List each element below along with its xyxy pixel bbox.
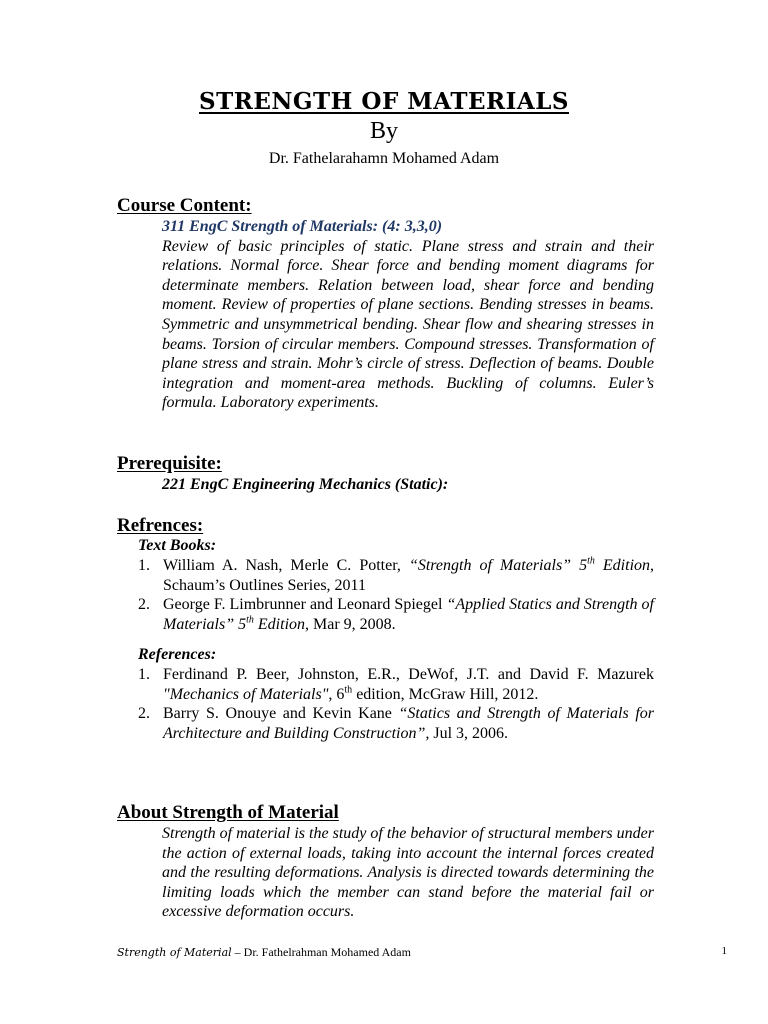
footer-brand: Strength of Material — [117, 946, 232, 959]
list-item: 2. George F. Limbrunner and Leonard Spiegel “Applied Statics and Strength of Materials” 5th Edition, Mar 9, 2008. — [138, 596, 654, 633]
course-code: 311 EngC Strength of Materials: (4: 3,3,0) — [162, 218, 443, 235]
list-item: 1. William A. Nash, Merle C. Potter, “Strength of Materials” 5th Edition, Schaum’s Outlines Series, 2011 — [138, 555, 655, 594]
textbooks-list — [138, 556, 654, 634]
course-content-heading: Course Content: — [117, 195, 252, 216]
document-title: STRENGTH OF MATERIALS — [199, 88, 569, 115]
list-item: 2. Barry S. Onouye and Kevin Kane “Statics and Strength of Materials for Architecture and Building Construction”, Jul 3, 2006. — [138, 705, 654, 742]
course-description: Review of basic principles of static. Plane stress and strain and their relations. Normal force. Shear force and bending moment diagrams for determinate members. Relation between load, shear force and bending moment. Review of properties of plane sections. Bending stresses in beams. Symmetric and unsymmetrical bending. Shear flow and shearing stresses in beams. Torsion of circular members. Compound stresses. Transformation of plane stress and strain. Mohr’s circle of stress. Deflection of beams. Double integration and moment-area methods. Buckling of columns. Euler’s formula. Laboratory experiments. — [162, 237, 654, 412]
references-subheading: References: — [138, 646, 217, 663]
textbooks-heading: Text Books: — [138, 537, 217, 554]
author-name: Dr. Fathelarahamn Mohamed Adam — [268, 150, 500, 167]
course-content-block — [162, 217, 654, 413]
page-number: 1 — [721, 945, 727, 957]
about-text: Strength of material is the study of the behavior of structural members under the action of external loads, taking into account the internal forces created and the resulting deformations. Analysis is directed towards determining the limiting loads which the member can stand before the material fail or excessive deformation occurs. — [162, 825, 654, 921]
by-line: By — [369, 118, 398, 144]
list-item: 1. Ferdinand P. Beer, Johnston, E.R., DeWof, J.T. and David F. Mazurek "Mechanics of Materials", 6th edition, McGraw Hill, 2012. — [138, 666, 654, 703]
page-footer — [117, 945, 727, 960]
footer-author: – Dr. Fathelrahman Mohamed Adam — [231, 945, 411, 959]
references-heading: Refrences: — [117, 515, 204, 536]
prerequisite-heading: Prerequisite: — [117, 453, 222, 474]
prerequisite-text: 221 EngC Engineering Mechanics (Static): — [162, 476, 449, 493]
references-list — [138, 665, 654, 743]
about-heading: About Strength of Material — [117, 802, 339, 823]
